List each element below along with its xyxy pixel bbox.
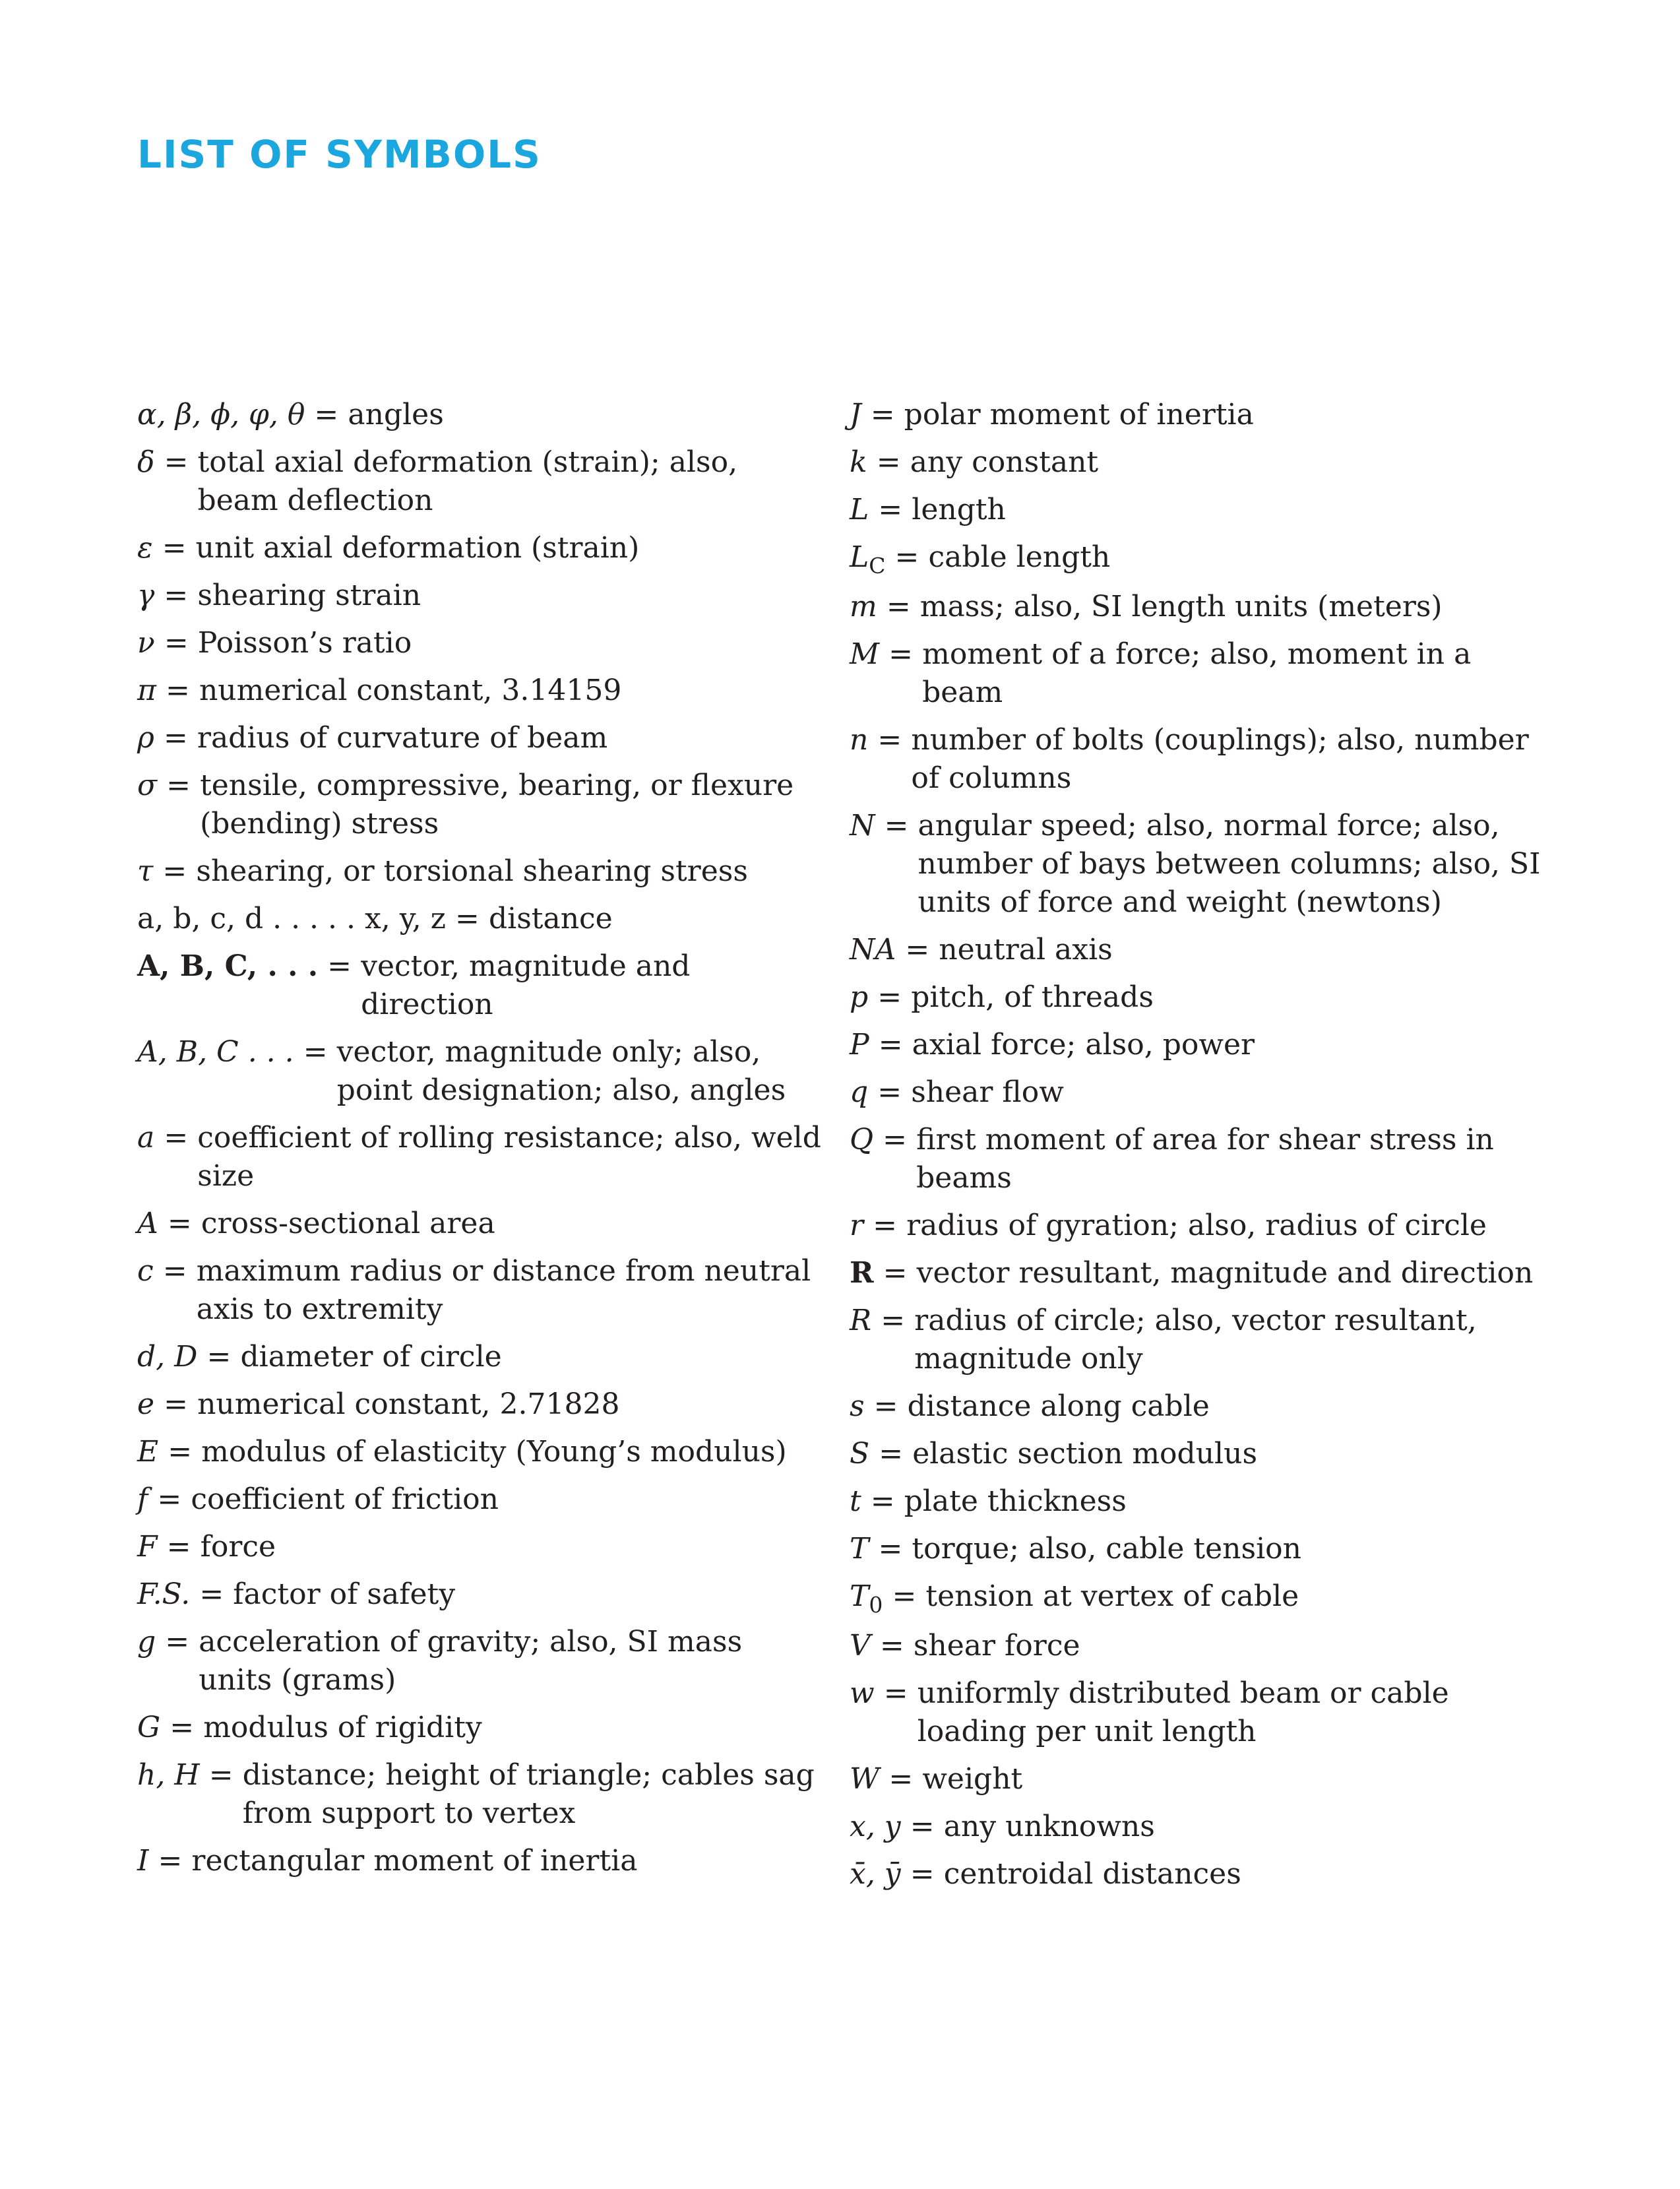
symbol: δ bbox=[137, 445, 155, 479]
symbol-entry bbox=[137, 1623, 823, 1699]
symbol-description: any constant bbox=[910, 445, 1099, 479]
symbol: G bbox=[137, 1711, 161, 1744]
symbol-subscript: C bbox=[869, 552, 886, 579]
equals-sign: = bbox=[157, 1482, 182, 1516]
equals-sign: = bbox=[163, 721, 188, 755]
symbol-entry bbox=[850, 807, 1542, 922]
symbol-entry bbox=[850, 443, 1542, 482]
symbol: w bbox=[850, 1676, 875, 1710]
symbol-description: numerical constant, 2.71828 bbox=[197, 1387, 620, 1421]
symbol-entry bbox=[850, 1855, 1542, 1893]
symbol: r bbox=[850, 1208, 864, 1242]
equals-sign: = bbox=[164, 1387, 188, 1421]
symbol-description: polar moment of inertia bbox=[904, 398, 1254, 431]
symbol-entry bbox=[137, 767, 823, 843]
symbol: R bbox=[850, 1255, 874, 1290]
symbol-description: radius of gyration; also, radius of circle bbox=[906, 1208, 1487, 1242]
symbol: m bbox=[850, 589, 877, 623]
symbol-description: moment of a force; also, moment in a beam bbox=[922, 637, 1472, 709]
symbol: ν bbox=[137, 626, 155, 660]
symbol: W bbox=[850, 1761, 880, 1796]
symbol-entry bbox=[850, 1674, 1542, 1751]
equals-sign: = bbox=[199, 1577, 224, 1611]
equals-sign: = bbox=[168, 1435, 193, 1469]
symbol-entry bbox=[850, 1387, 1542, 1426]
symbol: h, H bbox=[137, 1758, 200, 1792]
symbol-entry bbox=[137, 900, 823, 938]
equals-sign: = bbox=[873, 1208, 897, 1242]
symbols-list-right bbox=[850, 396, 1542, 1903]
equals-sign: = bbox=[303, 1035, 328, 1069]
symbol: x, y bbox=[850, 1809, 901, 1843]
symbol: s bbox=[850, 1389, 865, 1423]
equals-sign: = bbox=[877, 980, 902, 1014]
equals-sign: = bbox=[455, 902, 480, 936]
symbol: E bbox=[137, 1435, 159, 1469]
symbol-description: weight bbox=[922, 1761, 1023, 1796]
equals-sign: = bbox=[162, 1254, 187, 1288]
equals-sign: = bbox=[910, 1856, 935, 1891]
symbol-entry bbox=[850, 1207, 1542, 1245]
symbol: Q bbox=[850, 1122, 874, 1157]
symbol-description: diameter of circle bbox=[240, 1340, 502, 1374]
symbol-description: coefficient of friction bbox=[191, 1482, 499, 1516]
symbol-entry bbox=[137, 1575, 823, 1614]
symbol-description: shear flow bbox=[911, 1075, 1064, 1109]
symbol-description: length bbox=[912, 493, 1006, 526]
equals-sign: = bbox=[884, 808, 909, 842]
symbol-description: cross-sectional area bbox=[201, 1207, 495, 1240]
symbol-description: number of bolts (couplings); also, number of columns bbox=[911, 722, 1529, 795]
equals-sign: = bbox=[327, 949, 352, 983]
equals-sign: = bbox=[883, 1255, 908, 1290]
symbol-entry bbox=[850, 1121, 1542, 1197]
equals-sign: = bbox=[883, 1676, 908, 1710]
symbol-description: angles bbox=[348, 398, 444, 431]
symbol-entry bbox=[850, 978, 1542, 1017]
symbol: F.S. bbox=[137, 1577, 191, 1611]
symbol-entry bbox=[137, 1528, 823, 1566]
symbol: a bbox=[137, 1121, 155, 1155]
symbol-description: distance along cable bbox=[907, 1389, 1210, 1423]
equals-sign: = bbox=[881, 1303, 906, 1337]
symbol-description: uniformly distributed beam or cable loading per unit length bbox=[917, 1676, 1449, 1748]
symbol-entry bbox=[137, 719, 823, 757]
equals-sign: = bbox=[905, 932, 930, 967]
equals-sign: = bbox=[879, 1436, 904, 1471]
symbol-description: maximum radius or distance from neutral axis to extremity bbox=[196, 1254, 811, 1326]
equals-sign: = bbox=[170, 1711, 195, 1744]
symbol-entry bbox=[850, 1073, 1542, 1112]
symbol-entry bbox=[850, 1627, 1542, 1665]
symbol: J bbox=[850, 398, 861, 431]
equals-sign: = bbox=[208, 1758, 233, 1792]
symbol: $L_C$ bbox=[850, 540, 886, 579]
symbol-description: shearing strain bbox=[197, 579, 421, 612]
symbol-description: pitch, of threads bbox=[911, 980, 1154, 1014]
equals-sign: = bbox=[879, 1628, 904, 1663]
symbol-entry bbox=[137, 1756, 823, 1833]
symbol-entry bbox=[137, 672, 823, 710]
equals-sign: = bbox=[910, 1809, 935, 1843]
symbol-description: mass; also, SI length units (meters) bbox=[919, 589, 1443, 623]
equals-sign: = bbox=[870, 398, 895, 431]
symbol-description: cable length bbox=[928, 540, 1111, 574]
symbol: c bbox=[137, 1254, 154, 1288]
symbol-description: vector, magnitude and direction bbox=[361, 949, 691, 1021]
equals-sign: = bbox=[888, 637, 914, 671]
symbol-entry bbox=[137, 577, 823, 615]
symbol-entry bbox=[850, 721, 1542, 798]
symbol-entry bbox=[137, 529, 823, 567]
equals-sign: = bbox=[878, 493, 903, 526]
equals-sign: = bbox=[888, 1761, 914, 1796]
symbol-description: shearing, or torsional shearing stress bbox=[196, 854, 748, 888]
symbol: a, b, c, d . . . . . x, y, z bbox=[137, 902, 446, 936]
equals-sign: = bbox=[167, 1207, 192, 1240]
symbol-description: modulus of elasticity (Young’s modulus) bbox=[201, 1435, 787, 1469]
symbol-entry bbox=[137, 1385, 823, 1424]
symbol-description: factor of safety bbox=[233, 1577, 456, 1611]
symbol: N bbox=[850, 808, 875, 842]
equals-sign: = bbox=[878, 1531, 903, 1566]
equals-sign: = bbox=[883, 1122, 908, 1157]
symbol-entry bbox=[850, 1577, 1542, 1618]
symbol: x̄, ȳ bbox=[850, 1856, 901, 1891]
symbol: π bbox=[137, 674, 156, 707]
symbol: L bbox=[850, 493, 869, 526]
symbol-entry bbox=[850, 635, 1542, 712]
symbol: k bbox=[850, 445, 867, 479]
symbol: γ bbox=[137, 579, 155, 612]
symbol: d, D bbox=[137, 1340, 198, 1374]
symbol-description: any unknowns bbox=[943, 1809, 1155, 1843]
equals-sign: = bbox=[870, 1484, 895, 1518]
symbol: NA bbox=[850, 932, 896, 967]
symbol-description: radius of circle; also, vector resultant, magnitude only bbox=[914, 1303, 1477, 1376]
symbol-description: rectangular moment of inertia bbox=[191, 1844, 638, 1878]
symbol-entry bbox=[137, 947, 823, 1024]
symbol-entry bbox=[850, 1482, 1542, 1521]
page-title: LIST OF SYMBOLS bbox=[137, 132, 542, 177]
symbol: A, B, C . . . bbox=[137, 1035, 294, 1069]
equals-sign: = bbox=[166, 769, 191, 802]
symbol-description: tension at vertex of cable bbox=[925, 1579, 1299, 1613]
equals-sign: = bbox=[166, 674, 190, 707]
symbol: $T_0$ bbox=[850, 1579, 883, 1618]
equals-sign: = bbox=[892, 1579, 917, 1613]
symbol-entry bbox=[137, 1033, 823, 1110]
symbol-description: total axial deformation (strain); also, beam deflection bbox=[197, 445, 738, 517]
equals-sign: = bbox=[894, 540, 919, 574]
symbol-description: torque; also, cable tension bbox=[912, 1531, 1301, 1566]
equals-sign: = bbox=[877, 722, 902, 757]
symbol-entry bbox=[137, 1480, 823, 1519]
symbol-description: vector, magnitude only; also, point designation; also, angles bbox=[336, 1035, 786, 1107]
symbol-description: axial force; also, power bbox=[912, 1027, 1255, 1062]
symbol-description: numerical constant, 3.14159 bbox=[199, 674, 622, 707]
symbol-description: plate thickness bbox=[904, 1484, 1127, 1518]
symbol-description: modulus of rigidity bbox=[203, 1711, 482, 1744]
equals-sign: = bbox=[162, 531, 187, 565]
symbol-description: distance; height of triangle; cables sag from support to vertex bbox=[242, 1758, 815, 1830]
symbol-entry bbox=[850, 396, 1542, 434]
equals-sign: = bbox=[873, 1389, 898, 1423]
symbol-entry bbox=[850, 538, 1542, 579]
symbol-entry bbox=[137, 1205, 823, 1243]
symbol: q bbox=[850, 1075, 869, 1109]
symbol-description: acceleration of gravity; also, SI mass units (grams) bbox=[199, 1625, 743, 1697]
symbol: P bbox=[850, 1027, 869, 1062]
symbol-description: distance bbox=[488, 902, 613, 936]
symbol-entry bbox=[137, 1433, 823, 1471]
symbol: σ bbox=[137, 769, 158, 802]
symbol-description: Poisson’s ratio bbox=[197, 626, 412, 660]
symbol: I bbox=[137, 1844, 149, 1878]
symbol-description: radius of curvature of beam bbox=[197, 721, 608, 755]
symbol-description: coefficient of rolling resistance; also, weld size bbox=[197, 1121, 821, 1193]
symbol-description: centroidal distances bbox=[943, 1856, 1241, 1891]
symbol-entry bbox=[137, 1252, 823, 1329]
symbol: T bbox=[850, 1531, 869, 1566]
symbol-entry bbox=[850, 931, 1542, 969]
symbol-entry bbox=[850, 491, 1542, 529]
symbol-entry bbox=[137, 852, 823, 891]
symbol-entry bbox=[850, 1302, 1542, 1378]
symbol-entry bbox=[850, 1026, 1542, 1064]
symbol: p bbox=[850, 980, 869, 1014]
equals-sign: = bbox=[876, 445, 901, 479]
symbol-entry bbox=[850, 588, 1542, 626]
symbol-description: vector resultant, magnitude and direction bbox=[916, 1255, 1534, 1290]
equals-sign: = bbox=[164, 579, 189, 612]
symbol-entry bbox=[137, 396, 823, 434]
equals-sign: = bbox=[877, 1075, 902, 1109]
symbol: R bbox=[850, 1303, 872, 1337]
equals-sign: = bbox=[206, 1340, 232, 1374]
symbol-entry bbox=[137, 624, 823, 662]
equals-sign: = bbox=[164, 445, 189, 479]
symbol: n bbox=[850, 722, 869, 757]
equals-sign: = bbox=[878, 1027, 903, 1062]
symbol-entry bbox=[137, 443, 823, 520]
symbol-description: first moment of area for shear stress in beams bbox=[916, 1122, 1494, 1195]
equals-sign: = bbox=[314, 398, 339, 431]
equals-sign: = bbox=[164, 626, 189, 660]
symbol: A, B, C, . . . bbox=[137, 949, 319, 983]
symbol-description: neutral axis bbox=[939, 932, 1113, 967]
symbol-description: unit axial deformation (strain) bbox=[195, 531, 640, 565]
symbol: f bbox=[137, 1482, 148, 1516]
symbol-entry bbox=[850, 1435, 1542, 1473]
symbols-list-left bbox=[137, 396, 823, 1889]
symbol-description: elastic section modulus bbox=[912, 1436, 1258, 1471]
symbol-entry bbox=[850, 1530, 1542, 1568]
symbol: α, β, ϕ, φ, θ bbox=[137, 398, 305, 431]
symbol: V bbox=[850, 1628, 871, 1663]
symbol-description: shear force bbox=[913, 1628, 1080, 1663]
symbol: ρ bbox=[137, 721, 154, 755]
equals-sign: = bbox=[166, 1530, 191, 1564]
symbol-entry bbox=[137, 1338, 823, 1376]
symbol-entry bbox=[850, 1254, 1542, 1292]
symbol: τ bbox=[137, 854, 154, 888]
symbol-entry bbox=[137, 1119, 823, 1195]
symbol: A bbox=[137, 1207, 158, 1240]
equals-sign: = bbox=[158, 1844, 183, 1878]
symbol-subscript: 0 bbox=[869, 1591, 883, 1618]
symbol-entry bbox=[137, 1842, 823, 1880]
equals-sign: = bbox=[164, 1121, 189, 1155]
symbol: S bbox=[850, 1436, 870, 1471]
symbol: F bbox=[137, 1530, 158, 1564]
symbol-entry bbox=[850, 1760, 1542, 1798]
symbol: e bbox=[137, 1387, 155, 1421]
symbol-entry bbox=[137, 1709, 823, 1747]
symbol: M bbox=[850, 637, 880, 671]
equals-sign: = bbox=[162, 854, 187, 888]
symbol-description: tensile, compressive, bearing, or flexure (bending) stress bbox=[200, 769, 794, 841]
symbol-description: angular speed; also, normal force; also, number of bays between columns; also, SI units of force and weight (newtons) bbox=[918, 808, 1541, 919]
symbol: g bbox=[137, 1625, 156, 1659]
symbol: ε bbox=[137, 531, 153, 565]
equals-sign: = bbox=[165, 1625, 190, 1659]
equals-sign: = bbox=[886, 589, 911, 623]
symbol-entry bbox=[850, 1808, 1542, 1846]
symbol: t bbox=[850, 1484, 861, 1518]
symbol-description: force bbox=[200, 1530, 276, 1564]
